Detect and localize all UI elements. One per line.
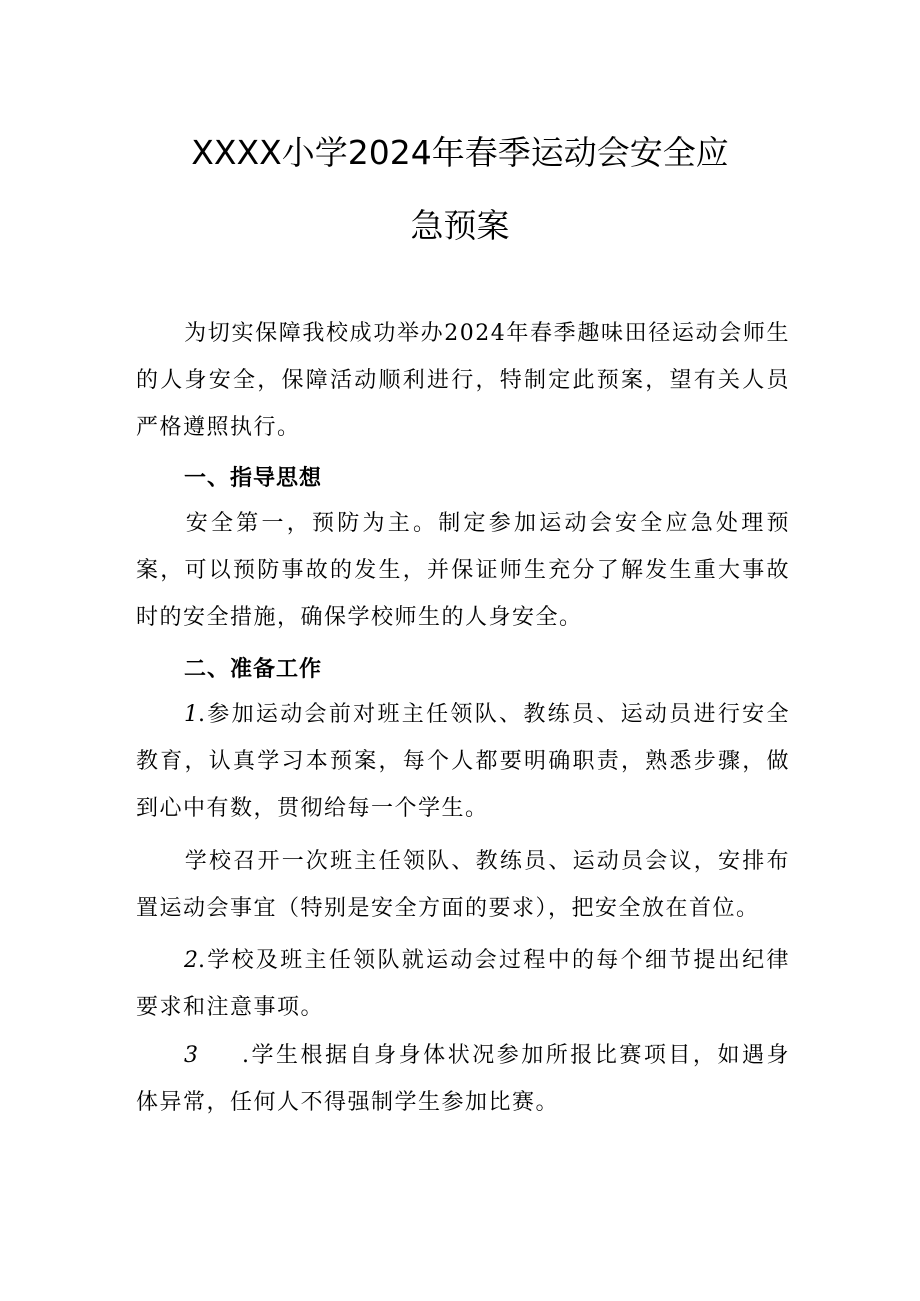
section2-item1-extra (136, 838, 790, 932)
section2-item3 (136, 1032, 790, 1126)
document-title-line2: 急预案 (410, 206, 510, 245)
item3-text: .学生根据自身身体状况参加所报比赛项目，如遇身体异常，任何人不得强制学生参加比赛。 (136, 1043, 790, 1115)
intro-paragraph (136, 310, 790, 451)
item2-text: .学校及班主任领队就运动会过程中的每个细节提出纪律要求和注意事项。 (136, 948, 790, 1020)
section1-paragraph (136, 500, 790, 641)
section2-item1 (136, 691, 790, 832)
section2-heading: 二、准备工作 (184, 657, 323, 682)
document-title-line1: XXXX小学2024年春季运动会安全应 (191, 133, 729, 172)
item1-text: .参加运动会前对班主任领队、教练员、运动员进行安全教育，认真学习本预案，每个人都要明确职责，熟悉步骤，做到心中有数，贯彻给每一个学生。 (136, 702, 790, 821)
item1-number: 1 (184, 702, 198, 727)
section2-item2 (136, 937, 790, 1031)
item2-number: 2 (184, 948, 198, 973)
section1-heading: 一、指导思想 (184, 466, 323, 491)
item1-extra-text: 学校召开一次班主任领队、教练员、运动员会议，安排布置运动会事宜（特别是安全方面的要求），把安全放在首位。 (136, 849, 790, 921)
item3-number: 3 (184, 1043, 198, 1068)
intro-text: 为切实保障我校成功举办2024年春季趣味田径运动会师生的人身安全，保障活动顺利进行，特制定此预案，望有关人员严格遵照执行。 (136, 321, 790, 440)
section1-text: 安全第一，预防为主。制定参加运动会安全应急处理预案，可以预防事故的发生，并保证师生充分了解发生重大事故时的安全措施，确保学校师生的人身安全。 (136, 511, 790, 630)
